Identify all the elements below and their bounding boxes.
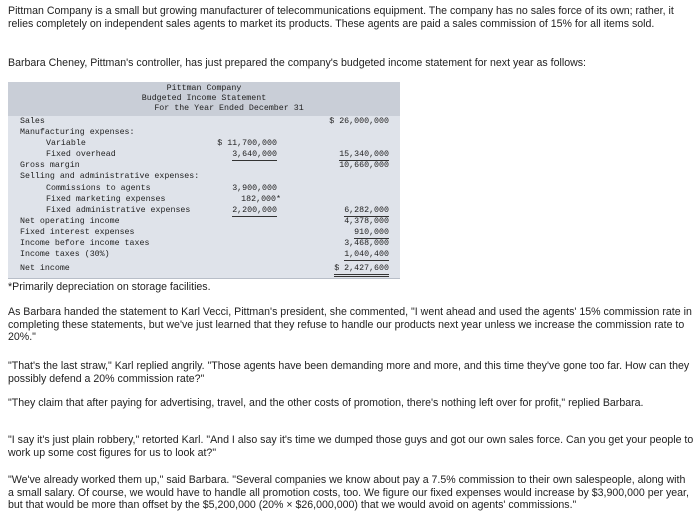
statement-row: Sales $ 26,000,000 <box>20 117 389 126</box>
statement-row: Net operating income 4,378,000 <box>20 217 389 226</box>
statement-row: Fixed marketing expenses 182,000* <box>46 195 281 204</box>
statement-title: Budgeted Income Statement <box>141 94 267 103</box>
statement-row: Gross margin 10,660,000 <box>20 161 389 170</box>
statement-row: Fixed interest expenses 910,000 <box>20 228 389 237</box>
statement-row: Fixed overhead 3,640,000 15,340,000 <box>46 150 389 159</box>
statement-period: For the Year Ended December 31 <box>154 104 304 113</box>
statement-row: Fixed administrative expenses 2,200,000 6,282,000 <box>46 206 389 215</box>
statement-header <box>8 84 400 114</box>
statement-row: Commissions to agents 3,900,000 <box>46 184 277 193</box>
statement-row: Variable $ 11,700,000 <box>46 139 277 148</box>
statement-row: Manufacturing expenses: <box>20 128 135 137</box>
statement-row: Income before income taxes 3,468,000 <box>20 239 389 248</box>
story-paragraph: "That's the last straw," Karl replied angrily. "Those agents have been demanding more and more, and this time they've gone too far. How can they possibly defend a 20% commission rate?" <box>8 360 690 385</box>
story-paragraph: "I say it's just plain robbery," retorted Karl. "And I also say it's time we dumped those guys and got our own sales force. Can you get your people to work up some cost figures for us to look at?" <box>8 434 694 459</box>
budgeted-income-statement <box>8 82 400 279</box>
story-paragraph: "They claim that after paying for advertising, travel, and the other costs of promotion, there's nothing left over for profit," replied Barbara. <box>8 397 644 409</box>
story-paragraph: As Barbara handed the statement to Karl Vecci, Pittman's president, she commented, "I went ahead and used the agents' 15% commission rate in completing these statements, but we've just learned that they refuse to handle our products next year unless we increase the commission rate to 20%." <box>8 306 692 344</box>
statement-row: Income taxes (30%) 1,040,400 <box>20 250 389 259</box>
story-paragraph: "We've already worked them up," said Barbara. "Several companies we know about pay a 7.5% commission to their own salespeople, along with a small salary. Of course, we would have to handle all promotion costs, too. We figure our fixed expenses would increase by $3,900,000 per year, but that would be more than offset by the $5,200,000 (20% × $26,000,000) that we would avoid on agents' commissions." <box>8 474 689 512</box>
statement-company: Pittman Company <box>166 84 242 93</box>
statement-row: Net income $ 2,427,600 <box>8 263 400 274</box>
intro-paragraph-2: Barbara Cheney, Pittman's controller, has just prepared the company's budgeted income statement for next year as follows: <box>8 57 586 69</box>
intro-paragraph: Pittman Company is a small but growing manufacturer of telecommunications equipment. The company has no sales force of its own; rather, it relies completely on independent sales agents to market its products. These agents are paid a sales commission of 15% for all items sold. <box>8 5 674 30</box>
statement-footnote: *Primarily depreciation on storage facilities. <box>8 281 211 293</box>
statement-row: Selling and administrative expenses: <box>20 172 200 181</box>
